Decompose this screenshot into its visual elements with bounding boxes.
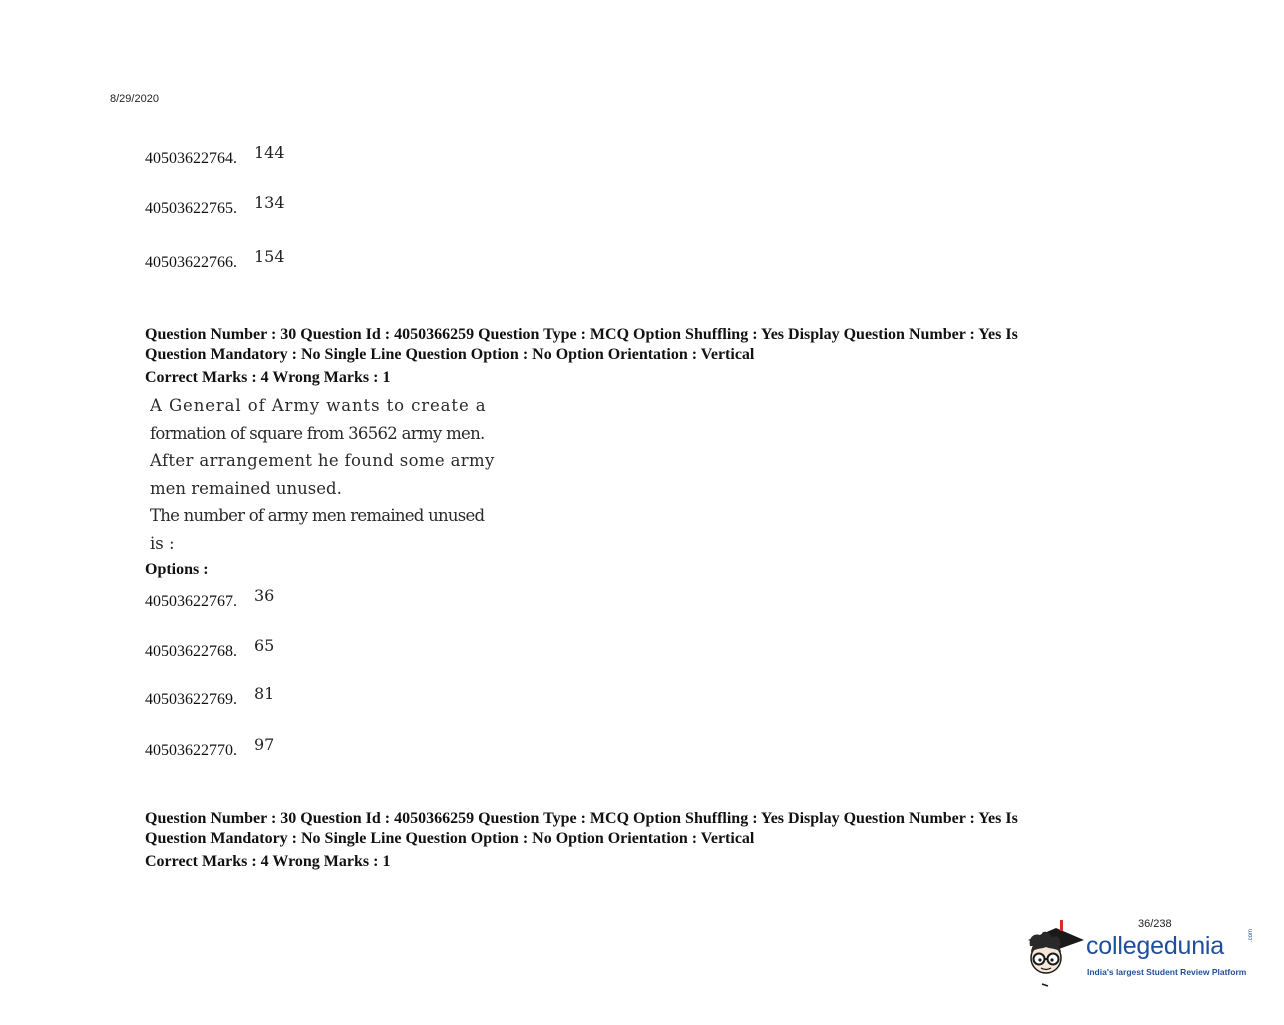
page-date: 8/29/2020 <box>110 93 159 105</box>
mascot-icon <box>1022 918 1088 990</box>
option-value: 154 <box>254 247 285 266</box>
option-value: 144 <box>254 143 285 162</box>
page-number: 36/238 <box>1138 918 1172 930</box>
question-meta-line: Question Mandatory : No Single Line Question Option : No Option Orientation : Vertical <box>145 829 755 847</box>
option-id: 40503622766. <box>145 254 237 271</box>
question-meta <box>145 325 1125 364</box>
option-id: 40503622768. <box>145 643 237 660</box>
question-text-line: The number of army men remained unused <box>150 506 485 526</box>
option-id: 40503622769. <box>145 691 237 708</box>
logo-wordmark: collegedunia <box>1086 932 1224 960</box>
option-row <box>145 241 545 271</box>
question-meta-line: Question Number : 30 Question Id : 4050366259 Question Type : MCQ Option Shuffling : Yes Display Question Number : Yes Is <box>145 810 1018 827</box>
option-row <box>145 187 545 217</box>
question-meta-line: Question Mandatory : No Single Line Question Option : No Option Orientation : Vertical <box>145 345 755 363</box>
option-row <box>145 678 545 708</box>
option-id: 40503622765. <box>145 200 237 217</box>
logo-com: .com <box>1248 928 1254 942</box>
option-value: 36 <box>254 586 275 605</box>
option-value: 97 <box>254 735 275 754</box>
option-value: 81 <box>254 684 275 703</box>
question-meta-line: Question Number : 30 Question Id : 4050366259 Question Type : MCQ Option Shuffling : Yes Display Question Number : Yes Is <box>145 326 1018 343</box>
question-meta <box>145 809 1125 848</box>
options-label: Options : <box>145 561 209 578</box>
option-value: 65 <box>254 636 275 655</box>
option-id: 40503622767. <box>145 593 237 610</box>
question-text-line: men remained unused. <box>150 478 342 498</box>
collegedunia-logo <box>1022 918 1262 990</box>
option-id: 40503622770. <box>145 742 237 759</box>
question-text-line: A General of Army wants to create a <box>150 396 487 415</box>
option-row <box>145 729 545 759</box>
question-text <box>150 392 495 558</box>
option-row <box>145 137 545 167</box>
question-text-line: formation of square from 36562 army men. <box>150 423 485 443</box>
question-text-line: is : <box>150 533 175 553</box>
logo-tagline: India's largest Student Review Platform <box>1087 967 1247 977</box>
question-text-line: After arrangement he found some army <box>150 451 495 471</box>
question-marks: Correct Marks : 4 Wrong Marks : 1 <box>145 369 391 386</box>
option-row <box>145 630 545 660</box>
question-marks: Correct Marks : 4 Wrong Marks : 1 <box>145 853 391 870</box>
option-id: 40503622764. <box>145 150 237 167</box>
option-row <box>145 580 545 610</box>
option-value: 134 <box>254 193 285 212</box>
